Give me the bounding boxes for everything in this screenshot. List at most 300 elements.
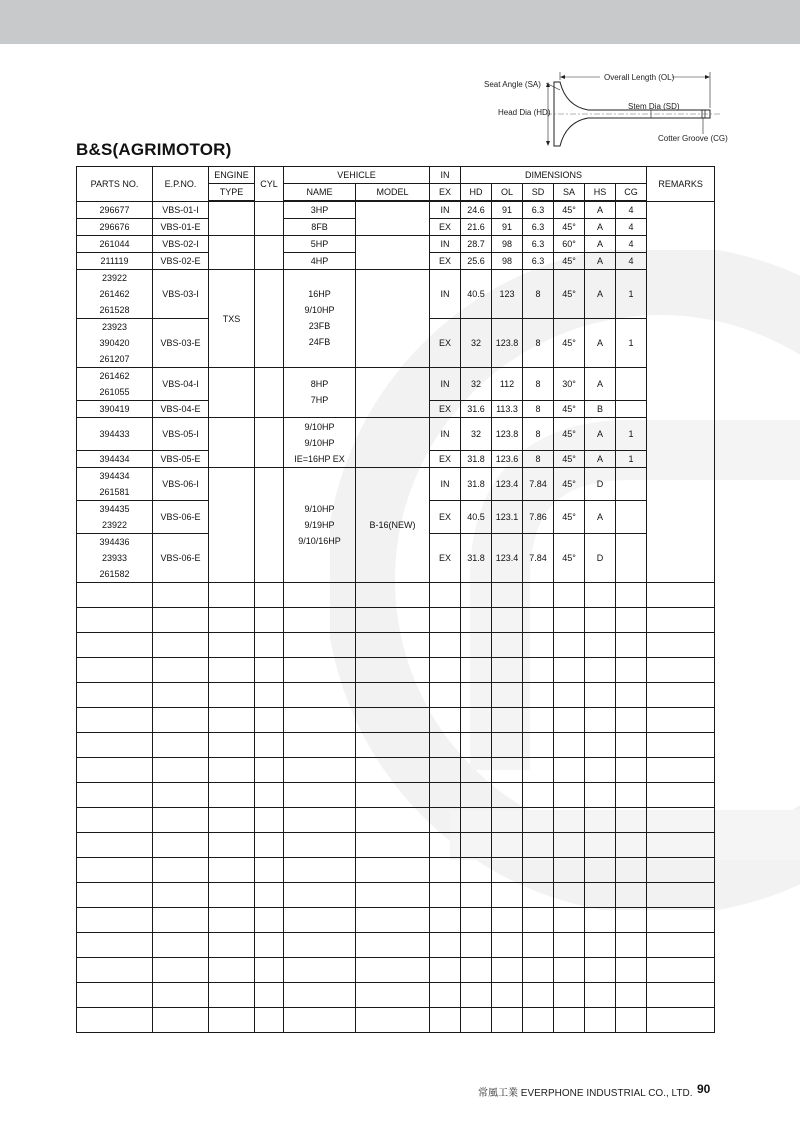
cyl-cell [255, 468, 284, 583]
header-remarks: REMARKS [647, 167, 715, 202]
empty-cell [585, 983, 616, 1008]
empty-cell [554, 958, 585, 983]
empty-cell [77, 633, 153, 658]
ep-no-cell: VBS-06-I [153, 468, 209, 501]
empty-cell [153, 633, 209, 658]
empty-cell [153, 983, 209, 1008]
empty-cell [585, 633, 616, 658]
empty-cell [616, 633, 647, 658]
header-dimensions: DIMENSIONS [461, 167, 647, 184]
seat-angle-label: Seat Angle (SA) [484, 80, 541, 89]
ol-cell: 123 [492, 270, 523, 319]
sd-cell: 6.3 [523, 253, 554, 270]
empty-cell [492, 583, 523, 608]
ep-no-cell: VBS-02-I [153, 236, 209, 253]
sd-cell: 8 [523, 368, 554, 401]
in-ex-cell: IN [430, 201, 461, 219]
empty-cell [523, 858, 554, 883]
empty-cell [356, 808, 430, 833]
vehicle-model-cell [356, 236, 430, 270]
sd-cell: 8 [523, 451, 554, 468]
engine-type-cell [209, 368, 255, 418]
empty-table-row [77, 858, 715, 883]
empty-cell [554, 1008, 585, 1033]
empty-cell [284, 1008, 356, 1033]
hd-cell: 32 [461, 368, 492, 401]
empty-cell [430, 733, 461, 758]
empty-cell [461, 783, 492, 808]
engine-type-cell [209, 201, 255, 236]
empty-cell [647, 708, 715, 733]
table-row [77, 368, 715, 401]
empty-cell [77, 908, 153, 933]
ol-cell: 123.6 [492, 451, 523, 468]
cyl-cell [255, 236, 284, 270]
sa-cell: 45° [554, 219, 585, 236]
ol-cell: 123.1 [492, 501, 523, 534]
hs-cell: A [585, 219, 616, 236]
empty-cell [430, 683, 461, 708]
empty-cell [461, 733, 492, 758]
empty-cell [153, 583, 209, 608]
in-ex-cell: IN [430, 468, 461, 501]
empty-cell [255, 983, 284, 1008]
empty-cell [430, 758, 461, 783]
empty-cell [647, 658, 715, 683]
empty-cell [492, 608, 523, 633]
empty-cell [77, 933, 153, 958]
head-dia-label: Head Dia (HD) [498, 108, 551, 117]
empty-cell [430, 1008, 461, 1033]
empty-cell [77, 708, 153, 733]
empty-cell [554, 908, 585, 933]
empty-cell [647, 858, 715, 883]
empty-cell [209, 658, 255, 683]
empty-cell [430, 608, 461, 633]
empty-cell [461, 858, 492, 883]
empty-cell [255, 658, 284, 683]
empty-cell [492, 758, 523, 783]
empty-cell [77, 833, 153, 858]
empty-cell [647, 908, 715, 933]
empty-cell [356, 958, 430, 983]
empty-table-row [77, 608, 715, 633]
ep-no-cell: VBS-04-E [153, 401, 209, 418]
empty-cell [585, 758, 616, 783]
engine-type-cell [209, 468, 255, 583]
empty-cell [616, 733, 647, 758]
empty-cell [461, 658, 492, 683]
empty-cell [616, 783, 647, 808]
empty-cell [616, 683, 647, 708]
ol-cell: 123.4 [492, 534, 523, 583]
empty-cell [77, 758, 153, 783]
empty-cell [209, 758, 255, 783]
empty-cell [77, 808, 153, 833]
empty-cell [554, 933, 585, 958]
empty-cell [77, 983, 153, 1008]
empty-cell [647, 808, 715, 833]
empty-cell [616, 833, 647, 858]
empty-cell [284, 783, 356, 808]
empty-cell [356, 1008, 430, 1033]
empty-cell [461, 833, 492, 858]
empty-cell [492, 858, 523, 883]
empty-cell [284, 983, 356, 1008]
sd-cell: 7.86 [523, 501, 554, 534]
parts-no-cell: 211119 [77, 253, 153, 270]
in-ex-cell: IN [430, 368, 461, 401]
sd-cell: 6.3 [523, 201, 554, 219]
empty-cell [585, 683, 616, 708]
sa-cell: 45° [554, 401, 585, 418]
vehicle-name-cell: 8FB [284, 219, 356, 236]
empty-cell [430, 883, 461, 908]
empty-cell [77, 683, 153, 708]
header-hd: HD [461, 184, 492, 202]
sd-cell: 6.3 [523, 236, 554, 253]
empty-cell [153, 933, 209, 958]
hd-cell: 31.8 [461, 451, 492, 468]
empty-cell [255, 708, 284, 733]
cg-cell: 4 [616, 236, 647, 253]
empty-cell [492, 958, 523, 983]
empty-cell [284, 733, 356, 758]
sa-cell: 45° [554, 534, 585, 583]
empty-cell [356, 883, 430, 908]
sa-cell: 45° [554, 418, 585, 451]
cg-cell: 1 [616, 418, 647, 451]
parts-no-cell: 394434 [77, 451, 153, 468]
empty-cell [585, 833, 616, 858]
empty-cell [616, 958, 647, 983]
vehicle-name-cell: 8HP 7HP [284, 368, 356, 418]
empty-cell [209, 958, 255, 983]
empty-cell [77, 858, 153, 883]
empty-cell [554, 633, 585, 658]
empty-cell [616, 1008, 647, 1033]
cotter-groove-label: Cotter Groove (CG) [658, 134, 728, 143]
empty-cell [255, 908, 284, 933]
empty-cell [523, 758, 554, 783]
cg-cell: 1 [616, 270, 647, 319]
parts-no-cell: 394435 23922 [77, 501, 153, 534]
hd-cell: 31.8 [461, 468, 492, 501]
empty-cell [554, 808, 585, 833]
hs-cell: A [585, 451, 616, 468]
empty-cell [492, 683, 523, 708]
empty-cell [153, 758, 209, 783]
empty-cell [647, 883, 715, 908]
sd-cell: 6.3 [523, 219, 554, 236]
vehicle-name-cell: 3HP [284, 201, 356, 219]
empty-cell [616, 858, 647, 883]
empty-table-row [77, 933, 715, 958]
empty-cell [585, 733, 616, 758]
ol-cell: 123.8 [492, 418, 523, 451]
empty-cell [523, 808, 554, 833]
empty-cell [209, 783, 255, 808]
empty-table-row [77, 683, 715, 708]
empty-cell [209, 808, 255, 833]
empty-cell [255, 833, 284, 858]
vehicle-name-cell: 9/10HP 9/19HP 9/10/16HP [284, 468, 356, 583]
empty-cell [585, 658, 616, 683]
sa-cell: 45° [554, 270, 585, 319]
cyl-cell [255, 418, 284, 468]
cg-cell [616, 534, 647, 583]
cg-cell: 4 [616, 201, 647, 219]
empty-cell [77, 1008, 153, 1033]
empty-cell [356, 583, 430, 608]
hs-cell: D [585, 534, 616, 583]
empty-cell [356, 683, 430, 708]
in-ex-cell: IN [430, 270, 461, 319]
empty-cell [616, 658, 647, 683]
ol-cell: 91 [492, 219, 523, 236]
empty-cell [153, 808, 209, 833]
sd-cell: 7.84 [523, 468, 554, 501]
hs-cell: D [585, 468, 616, 501]
parts-no-cell: 261462 261055 [77, 368, 153, 401]
empty-cell [356, 633, 430, 658]
header-cg: CG [616, 184, 647, 202]
empty-cell [492, 883, 523, 908]
ol-cell: 91 [492, 201, 523, 219]
header-hs: HS [585, 184, 616, 202]
in-ex-cell: EX [430, 451, 461, 468]
empty-cell [647, 783, 715, 808]
empty-cell [430, 708, 461, 733]
table-body [77, 201, 715, 1033]
empty-cell [284, 758, 356, 783]
sa-cell: 60° [554, 236, 585, 253]
empty-cell [284, 583, 356, 608]
empty-cell [284, 933, 356, 958]
empty-cell [554, 758, 585, 783]
cg-cell: 4 [616, 253, 647, 270]
empty-cell [153, 658, 209, 683]
empty-cell [77, 783, 153, 808]
empty-cell [523, 733, 554, 758]
hd-cell: 32 [461, 418, 492, 451]
empty-cell [209, 683, 255, 708]
in-ex-cell: IN [430, 236, 461, 253]
header-cyl: CYL [255, 167, 284, 202]
empty-cell [585, 933, 616, 958]
empty-table-row [77, 983, 715, 1008]
empty-cell [461, 633, 492, 658]
empty-cell [461, 808, 492, 833]
header-engine-type-line2: TYPE [209, 184, 255, 202]
in-ex-cell: EX [430, 219, 461, 236]
cg-cell [616, 401, 647, 418]
parts-no-cell: 296677 [77, 201, 153, 219]
empty-table-row [77, 833, 715, 858]
empty-cell [523, 933, 554, 958]
empty-cell [585, 783, 616, 808]
empty-cell [461, 708, 492, 733]
footer-company-name: 常風工業 EVERPHONE INDUSTRIAL CO., LTD. [478, 1088, 693, 1099]
header-ol: OL [492, 184, 523, 202]
sd-cell: 8 [523, 319, 554, 368]
ep-no-cell: VBS-05-I [153, 418, 209, 451]
empty-cell [255, 608, 284, 633]
empty-cell [77, 583, 153, 608]
header-vehicle: VEHICLE [284, 167, 430, 184]
vehicle-name-cell: 4HP [284, 253, 356, 270]
empty-cell [647, 958, 715, 983]
empty-cell [77, 658, 153, 683]
empty-cell [153, 883, 209, 908]
empty-cell [647, 608, 715, 633]
empty-cell [430, 908, 461, 933]
empty-cell [554, 733, 585, 758]
sa-cell: 45° [554, 253, 585, 270]
empty-cell [616, 708, 647, 733]
empty-cell [461, 983, 492, 1008]
top-header-band [0, 0, 800, 44]
hs-cell: B [585, 401, 616, 418]
empty-cell [616, 808, 647, 833]
empty-cell [492, 833, 523, 858]
empty-cell [585, 583, 616, 608]
empty-cell [461, 683, 492, 708]
parts-no-cell: 394433 [77, 418, 153, 451]
empty-cell [523, 583, 554, 608]
empty-cell [356, 733, 430, 758]
empty-cell [284, 658, 356, 683]
table-row [77, 418, 715, 451]
empty-cell [647, 983, 715, 1008]
sd-cell: 8 [523, 401, 554, 418]
empty-cell [647, 583, 715, 608]
stem-dia-label: Stem Dia (SD) [628, 102, 680, 111]
header-ep-no: E.P.NO. [153, 167, 209, 202]
empty-table-row [77, 783, 715, 808]
empty-cell [284, 833, 356, 858]
cg-cell: 1 [616, 319, 647, 368]
empty-cell [430, 583, 461, 608]
empty-cell [209, 1008, 255, 1033]
empty-table-row [77, 633, 715, 658]
ol-cell: 98 [492, 236, 523, 253]
empty-cell [492, 1008, 523, 1033]
empty-cell [492, 983, 523, 1008]
empty-cell [461, 908, 492, 933]
empty-cell [616, 883, 647, 908]
empty-cell [554, 833, 585, 858]
vehicle-model-cell [356, 201, 430, 236]
empty-cell [523, 958, 554, 983]
empty-cell [523, 833, 554, 858]
empty-cell [255, 633, 284, 658]
empty-cell [209, 583, 255, 608]
empty-cell [255, 783, 284, 808]
empty-cell [255, 583, 284, 608]
parts-no-cell: 23922 261462 261528 [77, 270, 153, 319]
table-row [77, 236, 715, 253]
empty-cell [461, 758, 492, 783]
empty-cell [209, 858, 255, 883]
empty-cell [523, 608, 554, 633]
empty-cell [523, 983, 554, 1008]
empty-cell [284, 908, 356, 933]
sa-cell: 45° [554, 319, 585, 368]
hs-cell: A [585, 368, 616, 401]
empty-cell [554, 883, 585, 908]
empty-cell [647, 683, 715, 708]
empty-cell [616, 758, 647, 783]
empty-cell [284, 633, 356, 658]
valve-dimension-diagram [476, 66, 746, 150]
empty-cell [461, 958, 492, 983]
empty-table-row [77, 758, 715, 783]
ol-cell: 113.3 [492, 401, 523, 418]
table-row [77, 201, 715, 219]
empty-cell [356, 858, 430, 883]
empty-cell [554, 708, 585, 733]
ep-no-cell: VBS-03-I [153, 270, 209, 319]
table-row [77, 468, 715, 501]
empty-cell [585, 708, 616, 733]
empty-table-row [77, 583, 715, 608]
ep-no-cell: VBS-04-I [153, 368, 209, 401]
empty-table-row [77, 808, 715, 833]
hs-cell: A [585, 270, 616, 319]
empty-cell [461, 608, 492, 633]
empty-cell [209, 608, 255, 633]
empty-table-row [77, 708, 715, 733]
empty-cell [209, 983, 255, 1008]
ol-cell: 123.8 [492, 319, 523, 368]
empty-cell [616, 983, 647, 1008]
ol-cell: 98 [492, 253, 523, 270]
empty-cell [523, 783, 554, 808]
hd-cell: 40.5 [461, 270, 492, 319]
in-ex-cell: IN [430, 418, 461, 451]
empty-cell [585, 858, 616, 883]
empty-cell [492, 808, 523, 833]
hs-cell: A [585, 253, 616, 270]
hs-cell: A [585, 501, 616, 534]
empty-table-row [77, 908, 715, 933]
hd-cell: 24.6 [461, 201, 492, 219]
empty-cell [77, 608, 153, 633]
hd-cell: 31.6 [461, 401, 492, 418]
empty-cell [153, 783, 209, 808]
ep-no-cell: VBS-01-I [153, 201, 209, 219]
sa-cell: 30° [554, 368, 585, 401]
empty-table-row [77, 1008, 715, 1033]
engine-type-cell [209, 236, 255, 270]
empty-cell [461, 583, 492, 608]
empty-cell [554, 783, 585, 808]
empty-cell [585, 1008, 616, 1033]
empty-cell [616, 583, 647, 608]
ep-no-cell: VBS-03-E [153, 319, 209, 368]
empty-cell [284, 958, 356, 983]
empty-cell [523, 683, 554, 708]
empty-cell [153, 958, 209, 983]
empty-cell [284, 808, 356, 833]
empty-cell [356, 933, 430, 958]
empty-cell [492, 708, 523, 733]
hs-cell: A [585, 201, 616, 219]
empty-cell [356, 783, 430, 808]
empty-cell [461, 1008, 492, 1033]
empty-cell [153, 733, 209, 758]
